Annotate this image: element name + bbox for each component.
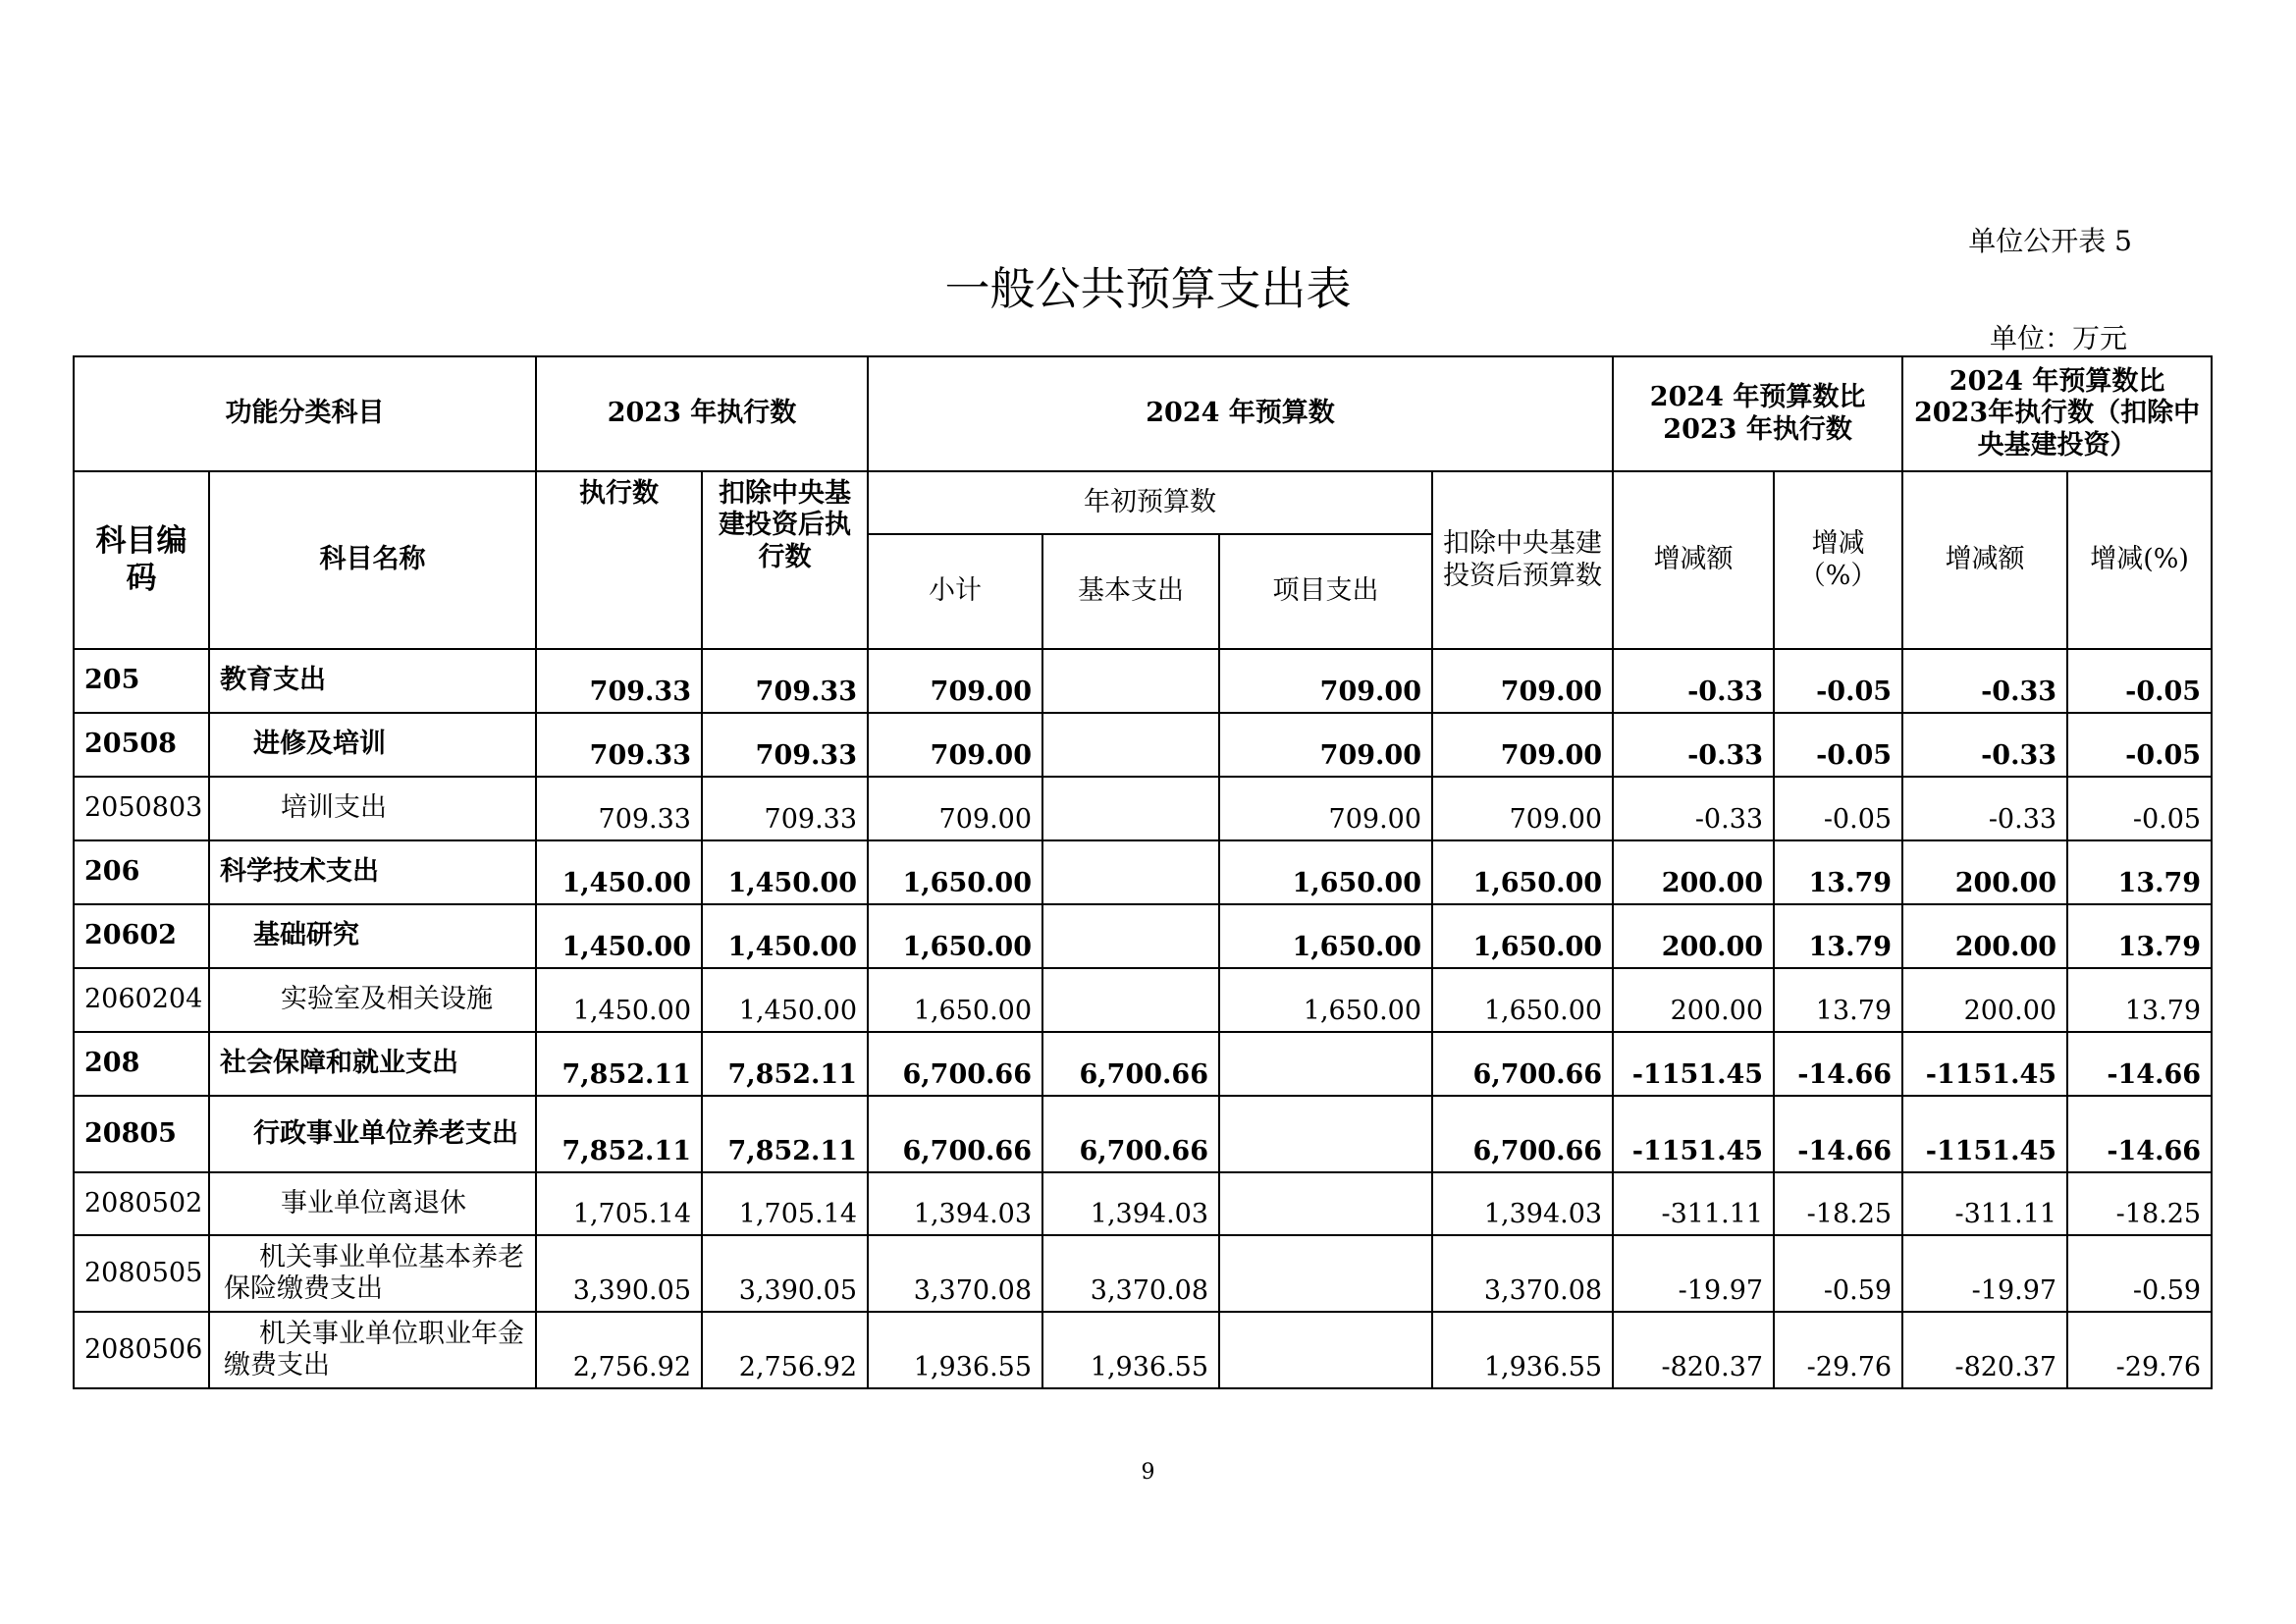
cell-exec: 3,390.05 <box>536 1235 702 1312</box>
cell-exec-excl: 709.33 <box>702 649 868 713</box>
cell-budget-excl: 1,394.03 <box>1432 1172 1613 1235</box>
cell-diff: -0.33 <box>1613 777 1774 840</box>
row-code: 2080502 <box>74 1172 209 1235</box>
table-row <box>74 840 2212 904</box>
cell-subtotal: 1,936.55 <box>868 1312 1042 1388</box>
header-name: 科目名称 <box>209 471 536 649</box>
cell-subtotal: 709.00 <box>868 649 1042 713</box>
cell-basic <box>1042 713 1219 777</box>
cell-subtotal: 1,394.03 <box>868 1172 1042 1235</box>
cell-diff: -1151.45 <box>1613 1096 1774 1172</box>
row-name: 机关事业单位职业年金缴费支出 <box>209 1312 536 1388</box>
cell-exec-excl: 2,756.92 <box>702 1312 868 1388</box>
cell-basic: 1,936.55 <box>1042 1312 1219 1388</box>
cell-pct2: -29.76 <box>2067 1312 2212 1388</box>
row-code: 20805 <box>74 1096 209 1172</box>
page-number: 9 <box>1141 1460 1155 1485</box>
cell-pct2: 13.79 <box>2067 904 2212 968</box>
row-code: 206 <box>74 840 209 904</box>
cell-diff: 200.00 <box>1613 904 1774 968</box>
header-project: 项目支出 <box>1219 534 1432 649</box>
cell-diff: -0.33 <box>1613 713 1774 777</box>
cell-diff2: -0.33 <box>1902 777 2067 840</box>
row-code: 208 <box>74 1032 209 1096</box>
row-code: 2050803 <box>74 777 209 840</box>
header-code: 科目编码 <box>74 471 209 649</box>
header-budget-excl: 扣除中央基建投资后预算数 <box>1432 471 1613 649</box>
row-code: 20602 <box>74 904 209 968</box>
table-row <box>74 1312 2212 1388</box>
form-id: 单位公开表 5 <box>1968 225 2132 257</box>
cell-project <box>1219 1096 1432 1172</box>
cell-basic: 1,394.03 <box>1042 1172 1219 1235</box>
cell-diff2: -1151.45 <box>1902 1032 2067 1096</box>
cell-subtotal: 6,700.66 <box>868 1032 1042 1096</box>
row-code: 20508 <box>74 713 209 777</box>
cell-pct2: 13.79 <box>2067 840 2212 904</box>
header-diff-2: 增减额 <box>1902 471 2067 649</box>
cell-diff: -1151.45 <box>1613 1032 1774 1096</box>
cell-diff: -19.97 <box>1613 1235 1774 1312</box>
table-row <box>74 777 2212 840</box>
cell-exec: 7,852.11 <box>536 1096 702 1172</box>
cell-diff2: 200.00 <box>1902 904 2067 968</box>
cell-diff: 200.00 <box>1613 840 1774 904</box>
cell-pct2: -14.66 <box>2067 1032 2212 1096</box>
cell-pct2: -0.05 <box>2067 713 2212 777</box>
cell-diff: -820.37 <box>1613 1312 1774 1388</box>
cell-exec: 709.33 <box>536 713 702 777</box>
cell-pct: -0.05 <box>1774 649 1902 713</box>
row-name: 培训支出 <box>209 777 536 840</box>
cell-pct: -14.66 <box>1774 1032 1902 1096</box>
cell-subtotal: 3,370.08 <box>868 1235 1042 1312</box>
cell-diff: 200.00 <box>1613 968 1774 1032</box>
header-row-2 <box>74 471 2212 534</box>
cell-pct2: -18.25 <box>2067 1172 2212 1235</box>
cell-diff2: -0.33 <box>1902 713 2067 777</box>
unit-label: 单位：万元 <box>1989 322 2127 354</box>
cell-exec: 1,705.14 <box>536 1172 702 1235</box>
cell-exec: 2,756.92 <box>536 1312 702 1388</box>
cell-exec-excl: 709.33 <box>702 777 868 840</box>
cell-pct: -29.76 <box>1774 1312 1902 1388</box>
cell-budget-excl: 709.00 <box>1432 777 1613 840</box>
row-name: 基础研究 <box>209 904 536 968</box>
cell-exec: 1,450.00 <box>536 904 702 968</box>
cell-budget-excl: 3,370.08 <box>1432 1235 1613 1312</box>
cell-exec-excl: 1,450.00 <box>702 840 868 904</box>
cell-exec-excl: 7,852.11 <box>702 1032 868 1096</box>
cell-project: 1,650.00 <box>1219 968 1432 1032</box>
cell-basic <box>1042 649 1219 713</box>
row-name: 科学技术支出 <box>209 840 536 904</box>
cell-basic: 3,370.08 <box>1042 1235 1219 1312</box>
row-code: 2080505 <box>74 1235 209 1312</box>
cell-exec: 1,450.00 <box>536 968 702 1032</box>
cell-exec-excl: 709.33 <box>702 713 868 777</box>
cell-exec: 7,852.11 <box>536 1032 702 1096</box>
cell-diff2: -820.37 <box>1902 1312 2067 1388</box>
row-code: 205 <box>74 649 209 713</box>
cell-pct2: -0.05 <box>2067 649 2212 713</box>
cell-diff: -311.11 <box>1613 1172 1774 1235</box>
row-name: 行政事业单位养老支出 <box>209 1096 536 1172</box>
cell-project: 709.00 <box>1219 777 1432 840</box>
cell-budget-excl: 6,700.66 <box>1432 1032 1613 1096</box>
cell-diff2: -19.97 <box>1902 1235 2067 1312</box>
cell-budget-excl: 1,650.00 <box>1432 904 1613 968</box>
cell-exec: 1,450.00 <box>536 840 702 904</box>
cell-budget-excl: 709.00 <box>1432 649 1613 713</box>
row-name: 事业单位离退休 <box>209 1172 536 1235</box>
cell-basic <box>1042 840 1219 904</box>
cell-budget-excl: 1,650.00 <box>1432 968 1613 1032</box>
cell-project <box>1219 1312 1432 1388</box>
header-compare-exec: 2024 年预算数比2023 年执行数 <box>1613 356 1902 471</box>
row-name: 教育支出 <box>209 649 536 713</box>
header-initial-budget: 年初预算数 <box>868 471 1432 534</box>
cell-exec-excl: 3,390.05 <box>702 1235 868 1312</box>
row-code: 2060204 <box>74 968 209 1032</box>
header-exec: 执行数 <box>536 471 702 649</box>
header-exec-excl: 扣除中央基建投资后执行数 <box>702 471 868 649</box>
cell-subtotal: 1,650.00 <box>868 968 1042 1032</box>
cell-subtotal: 709.00 <box>868 713 1042 777</box>
cell-project <box>1219 1032 1432 1096</box>
cell-basic: 6,700.66 <box>1042 1096 1219 1172</box>
table-row <box>74 649 2212 713</box>
cell-pct: -0.59 <box>1774 1235 1902 1312</box>
header-category: 功能分类科目 <box>74 356 536 471</box>
cell-exec: 709.33 <box>536 649 702 713</box>
table-row <box>74 1172 2212 1235</box>
cell-project <box>1219 1172 1432 1235</box>
cell-exec: 709.33 <box>536 777 702 840</box>
table-row <box>74 713 2212 777</box>
cell-budget-excl: 1,936.55 <box>1432 1312 1613 1388</box>
table-row <box>74 1235 2212 1312</box>
table-row <box>74 968 2212 1032</box>
cell-project: 1,650.00 <box>1219 904 1432 968</box>
page-title: 一般公共预算支出表 <box>944 262 1352 315</box>
row-name: 实验室及相关设施 <box>209 968 536 1032</box>
cell-diff2: -1151.45 <box>1902 1096 2067 1172</box>
cell-pct: -0.05 <box>1774 777 1902 840</box>
cell-diff2: -311.11 <box>1902 1172 2067 1235</box>
table-row <box>74 1096 2212 1172</box>
cell-budget-excl: 709.00 <box>1432 713 1613 777</box>
cell-pct: 13.79 <box>1774 968 1902 1032</box>
header-pct-2: 增减(%) <box>2067 471 2212 649</box>
row-name: 机关事业单位基本养老保险缴费支出 <box>209 1235 536 1312</box>
budget-table <box>73 355 2213 1389</box>
header-row-1 <box>74 356 2212 471</box>
cell-basic: 6,700.66 <box>1042 1032 1219 1096</box>
cell-budget-excl: 1,650.00 <box>1432 840 1613 904</box>
cell-budget-excl: 6,700.66 <box>1432 1096 1613 1172</box>
cell-pct: -18.25 <box>1774 1172 1902 1235</box>
cell-subtotal: 709.00 <box>868 777 1042 840</box>
cell-subtotal: 1,650.00 <box>868 904 1042 968</box>
cell-basic <box>1042 904 1219 968</box>
cell-project: 709.00 <box>1219 649 1432 713</box>
cell-pct: 13.79 <box>1774 904 1902 968</box>
cell-exec-excl: 7,852.11 <box>702 1096 868 1172</box>
row-name: 进修及培训 <box>209 713 536 777</box>
header-diff: 增减额 <box>1613 471 1774 649</box>
cell-exec-excl: 1,450.00 <box>702 904 868 968</box>
cell-subtotal: 1,650.00 <box>868 840 1042 904</box>
cell-diff2: 200.00 <box>1902 840 2067 904</box>
cell-diff2: -0.33 <box>1902 649 2067 713</box>
header-pct: 增减（%） <box>1774 471 1902 649</box>
table-row <box>74 1032 2212 1096</box>
cell-pct: 13.79 <box>1774 840 1902 904</box>
cell-pct2: -0.05 <box>2067 777 2212 840</box>
cell-diff2: 200.00 <box>1902 968 2067 1032</box>
cell-pct2: -0.59 <box>2067 1235 2212 1312</box>
cell-basic <box>1042 968 1219 1032</box>
header-subtotal: 小计 <box>868 534 1042 649</box>
cell-basic <box>1042 777 1219 840</box>
cell-pct2: 13.79 <box>2067 968 2212 1032</box>
cell-project: 1,650.00 <box>1219 840 1432 904</box>
row-code: 2080506 <box>74 1312 209 1388</box>
cell-exec-excl: 1,450.00 <box>702 968 868 1032</box>
cell-project <box>1219 1235 1432 1312</box>
header-exec-2023: 2023 年执行数 <box>536 356 868 471</box>
table-row <box>74 904 2212 968</box>
cell-exec-excl: 1,705.14 <box>702 1172 868 1235</box>
row-name: 社会保障和就业支出 <box>209 1032 536 1096</box>
header-basic: 基本支出 <box>1042 534 1219 649</box>
cell-diff: -0.33 <box>1613 649 1774 713</box>
cell-pct: -14.66 <box>1774 1096 1902 1172</box>
header-compare-excl: 2024 年预算数比2023年执行数（扣除中央基建投资） <box>1902 356 2212 471</box>
cell-subtotal: 6,700.66 <box>868 1096 1042 1172</box>
cell-project: 709.00 <box>1219 713 1432 777</box>
cell-pct2: -14.66 <box>2067 1096 2212 1172</box>
cell-pct: -0.05 <box>1774 713 1902 777</box>
header-budget-2024: 2024 年预算数 <box>868 356 1613 471</box>
